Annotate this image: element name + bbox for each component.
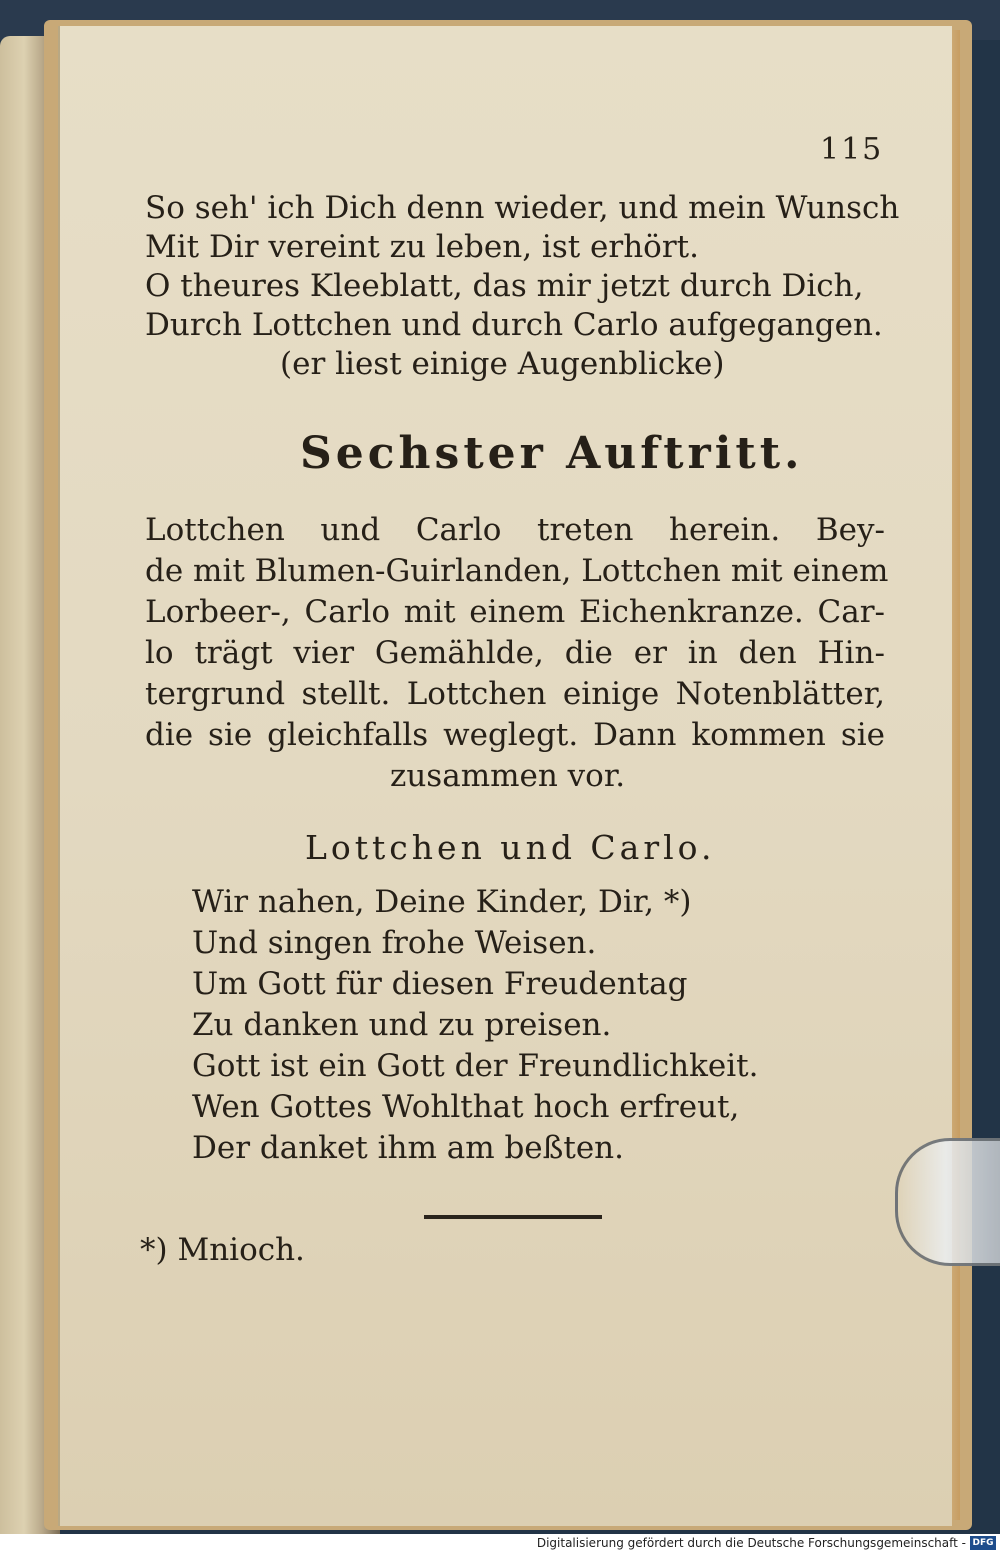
- scene-description-line: lo trägt vier Gemählde, die er in den Hin-: [145, 635, 885, 671]
- scene-description-line: Lottchen und Carlo treten herein. Bey-: [145, 512, 885, 548]
- page-number: 115: [820, 132, 884, 167]
- speaker-name: Lottchen und Carlo.: [305, 828, 716, 867]
- song-line: Wir nahen, Deine Kinder, Dir, *): [192, 884, 692, 920]
- song-line: Zu danken und zu preisen.: [192, 1007, 612, 1043]
- scene-heading: Sechster Auftritt.: [300, 428, 804, 479]
- scene-description-line: die sie gleichfalls weglegt. Dann kommen sie: [145, 717, 885, 753]
- verse-line: Mit Dir vereint zu leben, ist erhört.: [145, 229, 699, 265]
- song-line: Und singen frohe Weisen.: [192, 925, 597, 961]
- dfg-logo: DFG: [970, 1536, 996, 1550]
- scene-description-line: de mit Blumen-Guirlanden, Lottchen mit einem: [145, 553, 889, 589]
- scene-description-line: tergrund stellt. Lottchen einige Notenblätter,: [145, 676, 885, 712]
- verse-line: Durch Lottchen und durch Carlo aufgegangen.: [145, 307, 883, 343]
- digitization-credit: Digitalisierung gefördert durch die Deutsche Forschungsgemeinschaft -: [536, 1536, 966, 1550]
- footnote: *) Mnioch.: [140, 1232, 305, 1268]
- scene-description-line: zusammen vor.: [390, 758, 626, 794]
- stage-direction: (er liest einige Augenblicke): [280, 346, 725, 382]
- verse-line: O theures Kleeblatt, das mir jetzt durch Dich,: [145, 268, 864, 304]
- section-rule: [424, 1215, 602, 1219]
- song-line: Wen Gottes Wohlthat hoch erfreut,: [192, 1089, 740, 1125]
- song-line: Der danket ihm am beßten.: [192, 1130, 624, 1166]
- verse-line: So seh' ich Dich denn wieder, und mein Wunsch: [145, 190, 900, 226]
- song-line: Gott ist ein Gott der Freundlichkeit.: [192, 1048, 759, 1084]
- song-line: Um Gott für diesen Freudentag: [192, 966, 688, 1002]
- page-clip: [895, 1138, 1000, 1266]
- scene-description-line: Lorbeer-, Carlo mit einem Eichenkranze. Car-: [145, 594, 885, 630]
